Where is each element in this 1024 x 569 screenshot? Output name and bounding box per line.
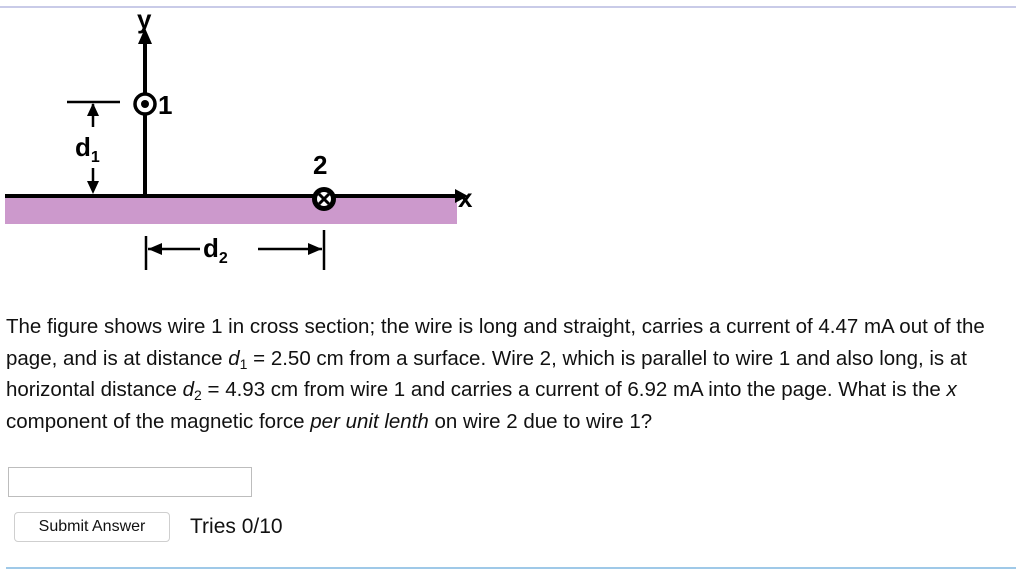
y-axis-label: y bbox=[137, 4, 152, 34]
question-text: The figure shows wire 1 in cross section; the wire is long and straight, carries a current of 4.47 mA out of the page, and is at distance $d_1 = 2.50$ cm from a surface. Wire 2, which is parallel to wire 1 and also long, is at horizontal distance $d_2 = 4.93$ cm from wire 1 and carries a current of 6.92 mA into the page. What is the x component of the magnetic force per unit lenth on wire 2 due to wire 1? bbox=[6, 315, 985, 433]
surface bbox=[5, 197, 457, 224]
x-axis-label: x bbox=[458, 183, 473, 213]
answer-input[interactable] bbox=[8, 467, 252, 497]
d1-arrow-up bbox=[87, 103, 99, 116]
d1-label: $d_1$ bbox=[75, 132, 100, 166]
d2-arrow-right bbox=[308, 243, 322, 255]
submit-answer-button[interactable]: Submit Answer bbox=[14, 512, 170, 542]
d1-arrow-down bbox=[87, 181, 99, 194]
wire-1-label: 1 bbox=[158, 90, 173, 120]
d2-label: $d_2$ bbox=[203, 233, 228, 267]
wire-2-label: 2 bbox=[313, 150, 328, 180]
tries-counter: Tries 0/10 bbox=[190, 515, 283, 538]
wire-1-dot bbox=[141, 100, 149, 108]
physics-figure bbox=[0, 0, 520, 290]
d2-arrow-left bbox=[148, 243, 162, 255]
